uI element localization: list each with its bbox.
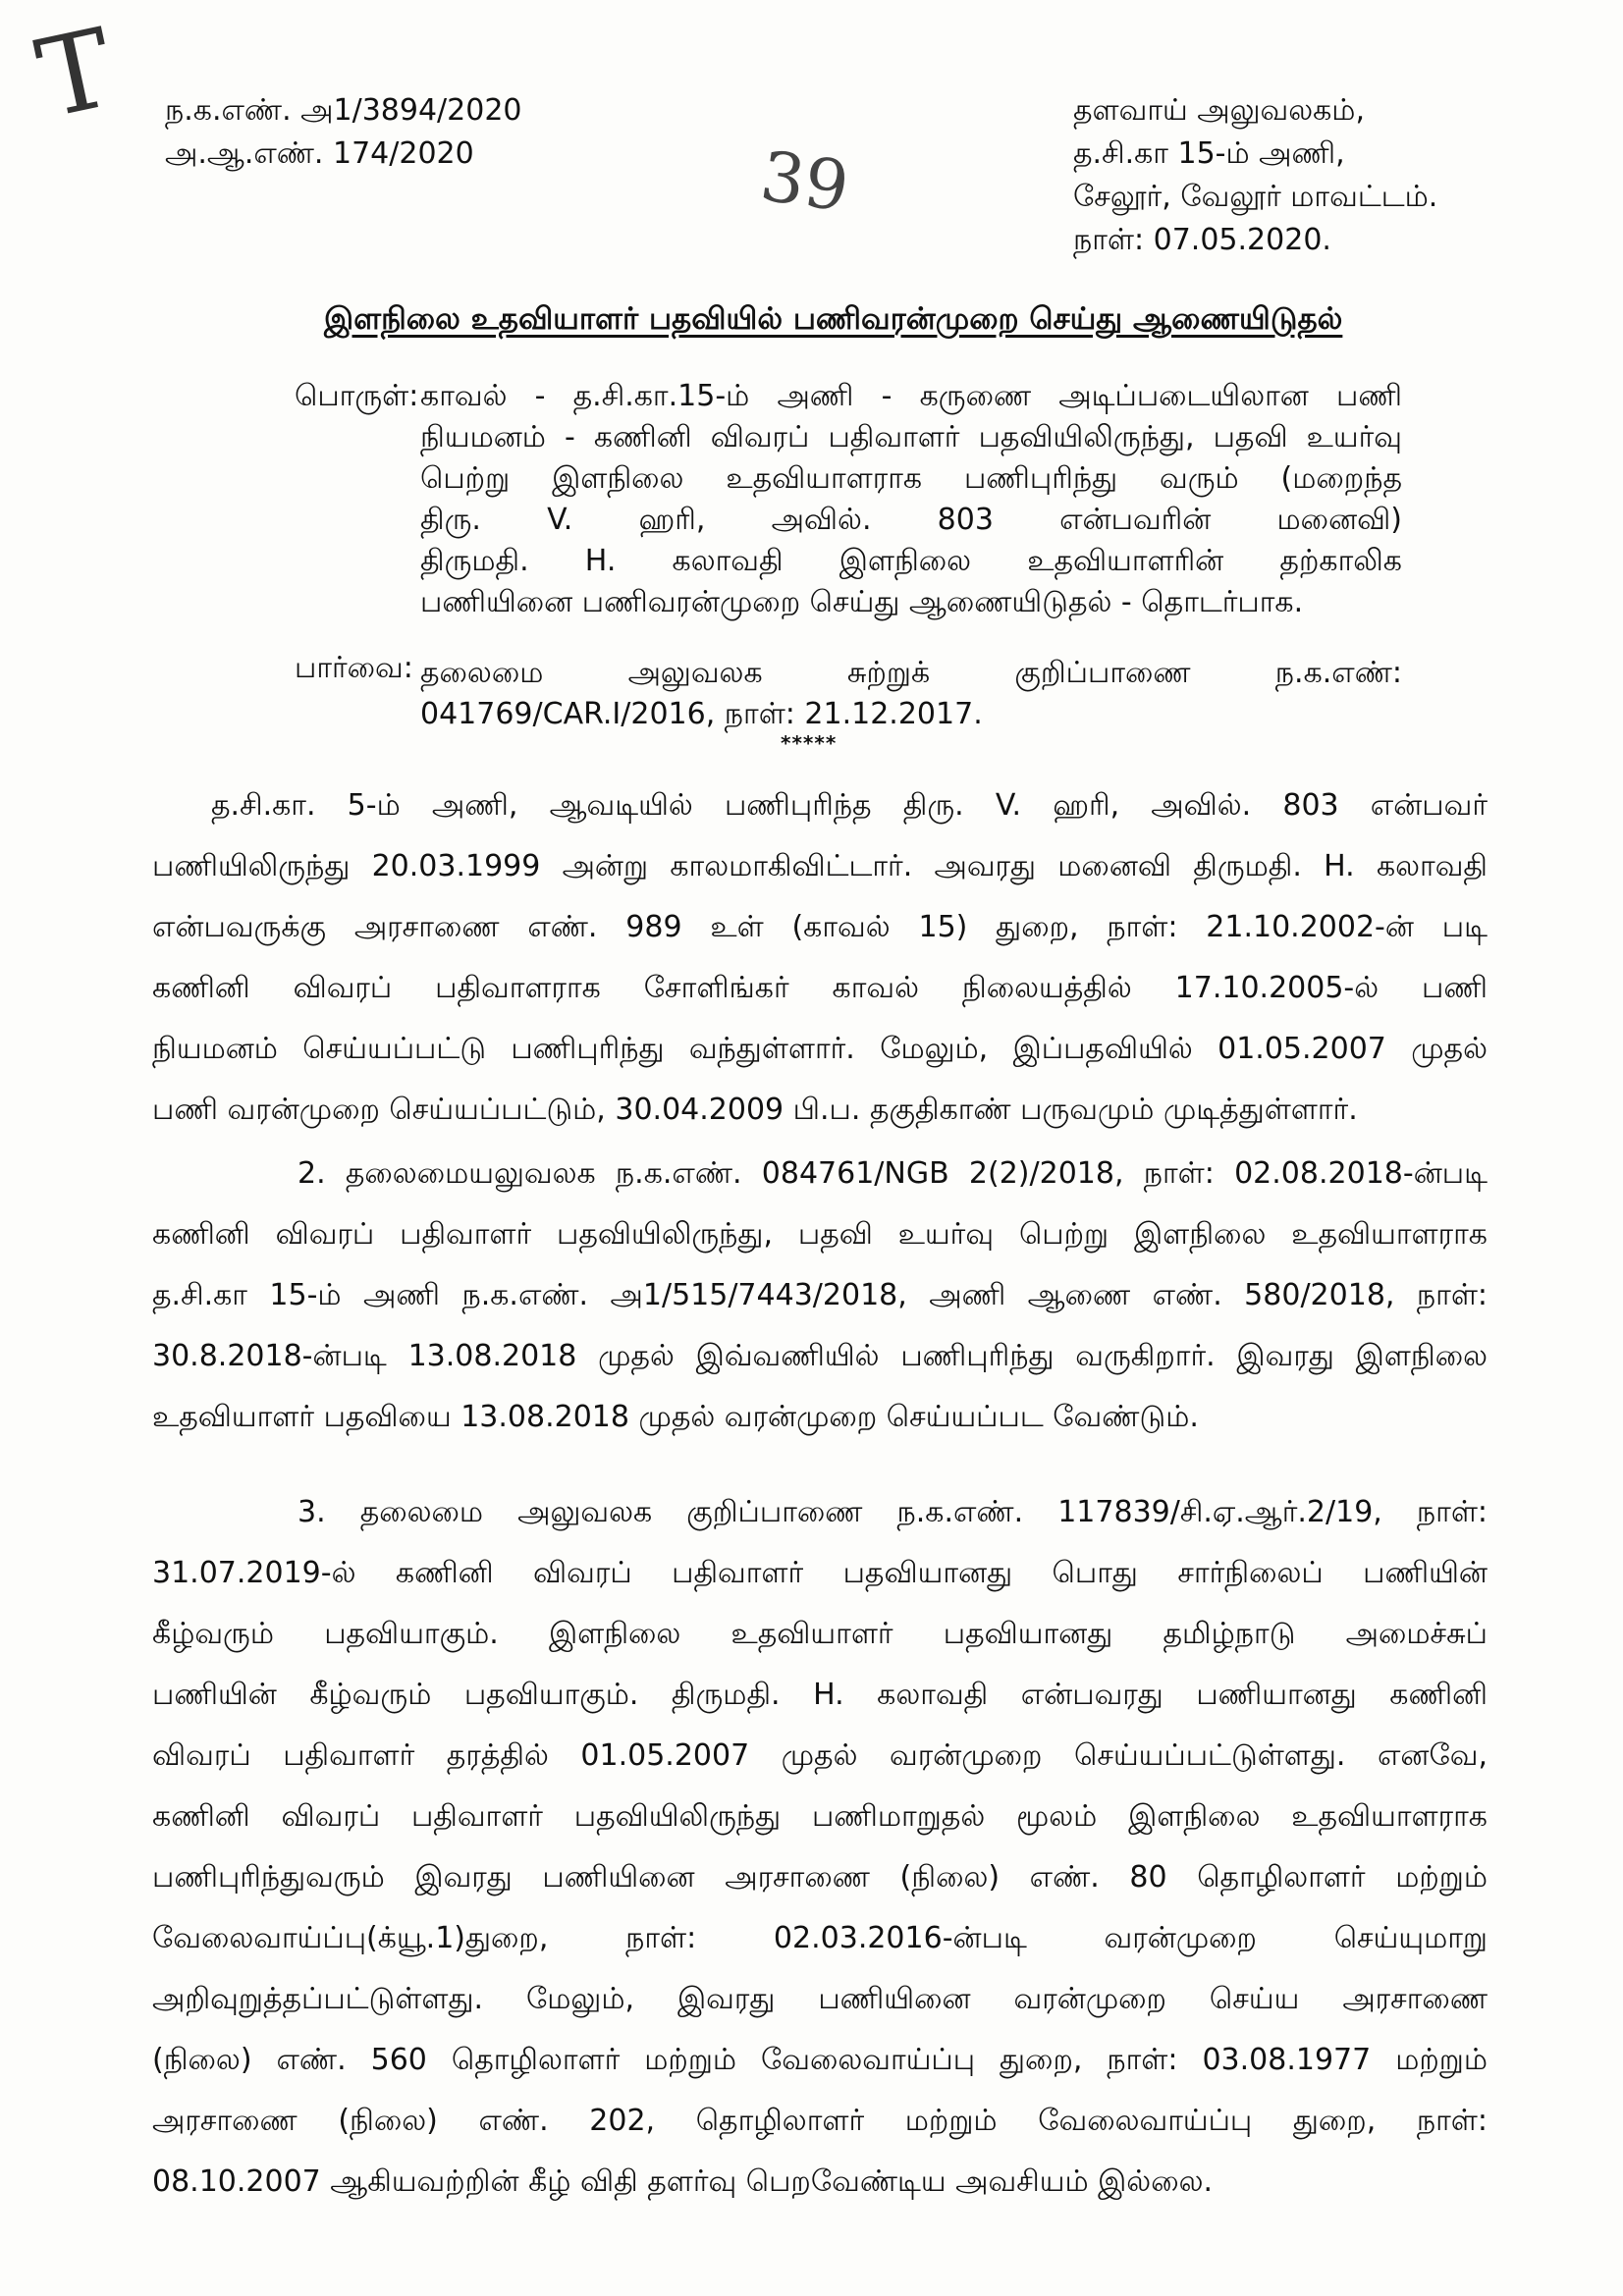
paragraph-line: 2. தலைமையலுவலக ந.க.எண். 084761/NGB 2(2)/2018, நாள்: 02.08.2018-ன்படி [298, 1156, 1488, 1191]
paragraph-line: பணிபுரிந்துவரும் இவரது பணியினை அரசாணை (நிலை) எண். 80 தொழிலாளர் மற்றும் [152, 1860, 1488, 1895]
subject-line: பெற்று இளநிலை உதவியாளராக பணிபுரிந்து வரும் (மறைந்த [420, 461, 1402, 496]
subject-body [420, 376, 1402, 623]
paragraph-line: விவரப் பதிவாளர் தரத்தில் 01.05.2007 முதல் வரன்முறை செய்யப்பட்டுள்ளது. எனவே, [152, 1738, 1488, 1773]
subject-label: பொருள்: [295, 379, 419, 413]
page-title: இளநிலை உதவியாளர் பதவியில் பணிவரன்முறை செய்து ஆணையிடுதல் [324, 301, 1343, 337]
paragraph-line: (நிலை) எண். 560 தொழிலாளர் மற்றும் வேலைவாய்ப்பு துறை, நாள்: 03.08.1977 மற்றும் [152, 2043, 1488, 2077]
reference-line: தலைமை அலுவலக சுற்றுக் குறிப்பாணை ந.க.எண்: [420, 656, 1402, 690]
paragraph-line: வேலைவாய்ப்பு(க்யூ.1)துறை, நாள்: 02.03.2016-ன்படி வரன்முறை செய்யுமாறு [152, 1921, 1488, 1955]
paragraph-line: கணினி விவரப் பதிவாளர் பதவியிலிருந்து, பதவி உயர்வு பெற்று இளநிலை உதவியாளராக [152, 1217, 1488, 1252]
paragraph-3 [152, 1482, 1488, 2213]
paragraph-2 [152, 1144, 1488, 1448]
paragraph-line: த.சி.கா 15-ம் அணி ந.க.எண். அ1/515/7443/2018, அணி ஆணை எண். 580/2018, நாள்: [152, 1278, 1488, 1312]
paragraph-line: 08.10.2007 ஆகியவற்றின் கீழ் விதி தளர்வு பெறவேண்டிய அவசியம் இல்லை. [152, 2164, 1214, 2199]
section-separator: ***** [781, 731, 838, 755]
paragraph-line: கீழ்வரும் பதவியாகும். இளநிலை உதவியாளர் பதவியானது தமிழ்நாடு அமைச்சுப் [152, 1617, 1488, 1651]
paragraph-line: த.சி.கா. 5-ம் அணி, ஆவடியில் பணிபுரிந்த திரு. V. ஹரி, அவில். 803 என்பவர் [211, 788, 1488, 823]
subject-line: காவல் - த.சி.கா.15-ம் அணி - கருணை அடிப்படையிலான பணி [420, 379, 1402, 413]
paragraph-line: பணியின் கீழ்வரும் பதவியாகும். திருமதி. H. கலாவதி என்பவரது பணியானது கணினி [152, 1678, 1488, 1712]
paragraph-line: நியமனம் செய்யப்பட்டு பணிபுரிந்து வந்துள்ளார். மேலும், இப்பதவியில் 01.05.2007 முதல் [152, 1032, 1488, 1066]
paragraph-line: கணினி விவரப் பதிவாளர் பதவியிலிருந்து பணிமாறுதல் மூலம் இளநிலை உதவியாளராக [152, 1799, 1488, 1834]
subject-line: திரு. V. ஹரி, அவில். 803 என்பவரின் மனைவி) [420, 503, 1402, 537]
handwritten-corner-mark: T [27, 4, 124, 143]
battalion-name: த.சி.கா 15-ம் அணி, [1073, 136, 1345, 171]
paragraph-line: பணியிலிருந்து 20.03.1999 அன்று காலமாகிவிட்டார். அவரது மனைவி திருமதி. H. கலாவதி [152, 849, 1488, 883]
paragraph-line: அறிவுறுத்தப்பட்டுள்ளது. மேலும், இவரது பணியினை வரன்முறை செய்ய அரசாணை [152, 1982, 1488, 2016]
paragraph-line: என்பவருக்கு அரசாணை எண். 989 உள் (காவல் 15) துறை, நாள்: 21.10.2002-ன் படி [152, 910, 1488, 944]
office-location: சேலூர், வேலூர் மாவட்டம். [1073, 180, 1438, 214]
file-number: ந.க.எண். அ1/3894/2020 [165, 93, 522, 128]
paragraph-line: அரசாணை (நிலை) எண். 202, தொழிலாளர் மற்றும் வேலைவாய்ப்பு துறை, நாள்: [152, 2104, 1488, 2138]
reference-line: 041769/CAR.I/2016, நாள்: 21.12.2017. [420, 697, 983, 731]
paragraph-1 [152, 775, 1488, 1141]
paragraph-line: உதவியாளர் பதவியை 13.08.2018 முதல் வரன்முறை செய்யப்பட வேண்டும். [152, 1400, 1199, 1434]
paragraph-line: 30.8.2018-ன்படி 13.08.2018 முதல் இவ்வணியில் பணிபுரிந்து வருகிறார். இவரது இளநிலை [152, 1339, 1488, 1373]
paragraph-line: 31.07.2019-ல் கணினி விவரப் பதிவாளர் பதவியானது பொது சார்நிலைப் பணியின் [152, 1556, 1488, 1590]
paragraph-line: கணினி விவரப் பதிவாளராக சோளிங்கர் காவல் நிலையத்தில் 17.10.2005-ல் பணி [152, 971, 1488, 1005]
reference-body [420, 653, 1402, 735]
subject-line: பணியினை பணிவரன்முறை செய்து ஆணையிடுதல் - தொடர்பாக. [420, 585, 1304, 619]
paragraph-line: பணி வரன்முறை செய்யப்பட்டும், 30.04.2009 பி.ப. தகுதிகாண் பருவமும் முடித்துள்ளார். [152, 1093, 1358, 1127]
paragraph-line: 3. தலைமை அலுவலக குறிப்பாணை ந.க.எண். 117839/சி.ஏ.ஆர்.2/19, நாள்: [298, 1495, 1488, 1529]
handwritten-page-number: 39 [755, 135, 854, 228]
subject-line: திருமதி. H. கலாவதி இளநிலை உதவியாளரின் தற்காலிக [420, 544, 1402, 578]
office-date: நாள்: 07.05.2020. [1073, 223, 1331, 257]
reference-label: பார்வை: [295, 651, 413, 685]
reference-number: அ.ஆ.எண். 174/2020 [165, 136, 474, 171]
office-name: தளவாய் அலுவலகம், [1073, 93, 1365, 128]
subject-line: நியமனம் - கணினி விவரப் பதிவாளர் பதவியிலிருந்து, பதவி உயர்வு [420, 420, 1402, 454]
